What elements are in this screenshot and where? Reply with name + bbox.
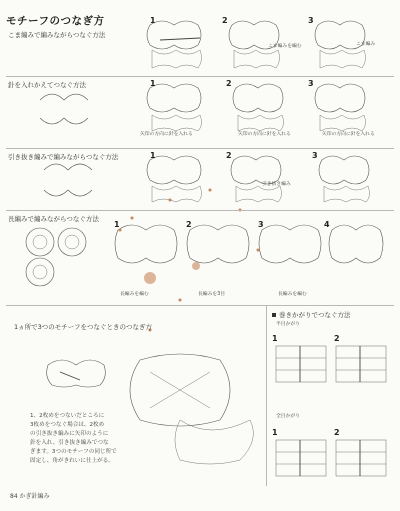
whipstitch-half-2 xyxy=(336,346,386,382)
full-stitch-label: 全目かがり xyxy=(276,414,300,419)
motif-join-4-4 xyxy=(329,225,383,263)
section-heading-5 xyxy=(14,322,152,331)
body-line-1: 1、2枚めをつないだところに xyxy=(30,413,105,419)
step-4-4: 4 xyxy=(324,220,330,229)
column-divider xyxy=(266,306,267,486)
motif-join-2-1 xyxy=(147,84,202,131)
whipstitch-full-2 xyxy=(336,440,386,476)
section-heading-2-text: 針を入れかえてつなぐ方法 xyxy=(8,81,86,89)
divider-2 xyxy=(6,148,394,149)
note-2-c: 矢印の方向に針を入れる xyxy=(322,132,375,137)
step-4-3: 3 xyxy=(258,220,264,229)
step-2-1: 1 xyxy=(150,79,156,88)
section-5-body xyxy=(30,412,117,466)
step-4-2: 2 xyxy=(186,220,192,229)
step-2-3: 3 xyxy=(308,79,314,88)
section-heading-3 xyxy=(8,152,118,161)
whipstitch-heading-text: 巻きかがりでつなぐ方法 xyxy=(279,311,351,319)
section-heading-1-text: こま編みで編みながらつなぐ方法 xyxy=(8,31,106,39)
note-4-c: 長編みを編む xyxy=(278,292,307,297)
note-2-b: 矢印の方向に針を入れる xyxy=(238,132,291,137)
motif-small-2 xyxy=(40,94,88,124)
section-heading-4 xyxy=(8,214,99,223)
motif-join-2-3 xyxy=(315,84,366,131)
whip-step-1: 1 xyxy=(272,334,278,343)
motif-join-2-2 xyxy=(233,84,284,131)
whip-step-2: 2 xyxy=(334,334,340,343)
section-heading-2 xyxy=(8,80,86,89)
step-4-1: 1 xyxy=(114,220,120,229)
motif-join-3-1 xyxy=(147,156,202,202)
page-footer: 84 かぎ針編み xyxy=(10,493,50,500)
body-line-6: 固定し、角がきれいに仕上がる。 xyxy=(30,458,114,464)
whipstitch-full-1 xyxy=(276,440,326,476)
motif-join-4-3 xyxy=(259,225,321,263)
note-2-a: 矢印の方向に針を入れる xyxy=(140,132,193,137)
body-line-2: 3枚めをつなぐ場合は、2枚め xyxy=(30,422,105,428)
section-heading-5-text: 1ヵ所で3つのモチーフをつなぐときのつなぎ方 xyxy=(14,323,152,331)
whipstitch-heading xyxy=(272,310,351,319)
section-heading-3-text: 引き抜き編みで編みながらつなぐ方法 xyxy=(8,153,119,161)
motif-join-4-1 xyxy=(115,225,177,263)
whipstitch-half-1 xyxy=(276,346,326,382)
note-1-b: こま編み xyxy=(356,42,376,47)
note-3-a: 引き抜き編み xyxy=(262,182,291,187)
body-line-4: 針を入れ、引き抜き編みでつな xyxy=(30,440,109,446)
step-1-3: 3 xyxy=(308,16,314,25)
divider-4 xyxy=(6,305,394,306)
motif-flowers-4 xyxy=(26,228,86,286)
motif-three-small xyxy=(47,360,106,387)
motif-three-large xyxy=(130,354,253,464)
page-title: モチーフのつなぎ方 xyxy=(6,15,105,27)
body-line-5: ぎます。3つのモチーフの同じ所で xyxy=(30,449,117,455)
step-2-2: 2 xyxy=(226,79,232,88)
whip-step-4: 2 xyxy=(334,428,340,437)
step-1-2: 2 xyxy=(222,16,228,25)
motif-join-1-1 xyxy=(147,21,202,68)
motif-join-4-2 xyxy=(187,225,249,263)
step-1-1: 1 xyxy=(150,16,156,25)
divider-3 xyxy=(6,210,394,211)
whip-step-3: 1 xyxy=(272,428,278,437)
step-3-1: 1 xyxy=(150,151,156,160)
divider-1 xyxy=(6,76,394,77)
note-4-a: 長編みを編む xyxy=(120,292,149,297)
step-3-3: 3 xyxy=(312,151,318,160)
square-bullet-icon xyxy=(272,313,276,317)
half-stitch-label: 半目かがり xyxy=(276,322,300,327)
motif-small-3 xyxy=(44,164,92,196)
motif-join-1-2 xyxy=(229,21,280,68)
step-3-2: 2 xyxy=(226,151,232,160)
motif-join-3-2 xyxy=(231,156,282,202)
note-1-a: こま編みを編む xyxy=(268,44,302,49)
section-heading-4-text: 長編みで編みながらつなぐ方法 xyxy=(8,215,99,223)
motif-join-3-3 xyxy=(319,156,370,202)
body-line-3: の引き抜き編みに矢印のように xyxy=(30,431,109,437)
note-4-b: 長編みを3目 xyxy=(198,292,226,297)
motif-join-1-3 xyxy=(315,21,366,68)
